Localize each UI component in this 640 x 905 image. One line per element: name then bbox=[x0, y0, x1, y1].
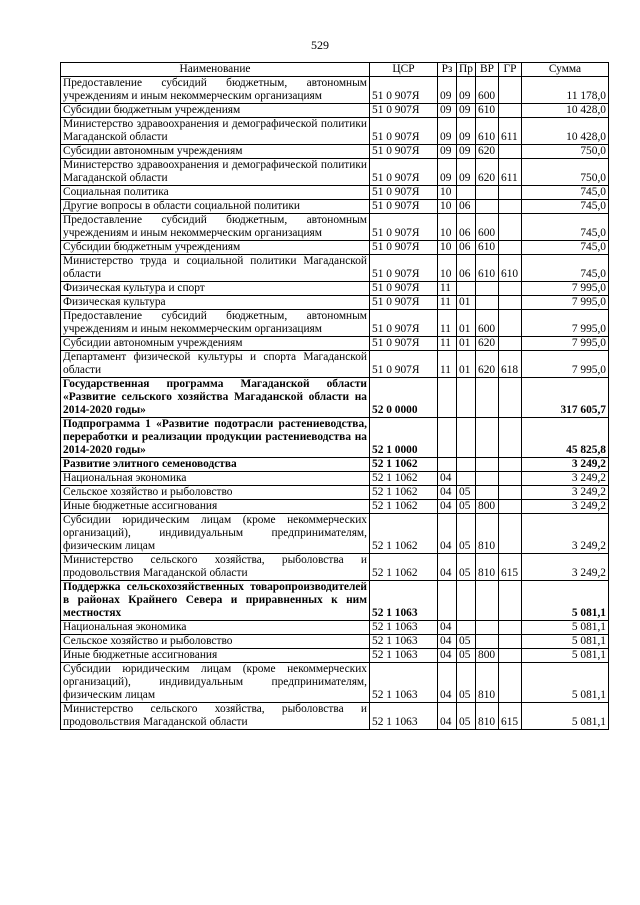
cell-gr bbox=[499, 418, 522, 458]
cell-gr bbox=[499, 486, 522, 500]
cell-sum: 7 995,0 bbox=[522, 282, 609, 296]
cell-pr bbox=[457, 581, 476, 621]
cell-name: Субсидии бюджетным учреждениям bbox=[61, 241, 370, 255]
cell-csr: 51 0 907Я bbox=[370, 145, 438, 159]
cell-gr: 610 bbox=[499, 255, 522, 282]
cell-rz: 04 bbox=[438, 486, 457, 500]
cell-sum: 5 081,1 bbox=[522, 621, 609, 635]
cell-gr bbox=[499, 649, 522, 663]
cell-vr: 810 bbox=[476, 663, 499, 703]
page-number: 529 bbox=[311, 38, 329, 52]
cell-gr bbox=[499, 378, 522, 418]
cell-gr: 615 bbox=[499, 703, 522, 730]
cell-gr: 618 bbox=[499, 351, 522, 378]
cell-sum: 7 995,0 bbox=[522, 296, 609, 310]
cell-csr: 52 1 1063 bbox=[370, 663, 438, 703]
cell-csr: 52 1 0000 bbox=[370, 418, 438, 458]
cell-sum: 5 081,1 bbox=[522, 649, 609, 663]
cell-vr bbox=[476, 186, 499, 200]
cell-rz: 11 bbox=[438, 337, 457, 351]
cell-name: Развитие элитного семеноводства bbox=[61, 458, 370, 472]
cell-csr: 52 1 1062 bbox=[370, 486, 438, 500]
cell-sum: 745,0 bbox=[522, 255, 609, 282]
cell-name: Физическая культура bbox=[61, 296, 370, 310]
cell-rz: 11 bbox=[438, 282, 457, 296]
cell-sum: 745,0 bbox=[522, 186, 609, 200]
cell-csr: 52 1 1063 bbox=[370, 649, 438, 663]
cell-vr: 800 bbox=[476, 500, 499, 514]
cell-rz: 10 bbox=[438, 241, 457, 255]
cell-vr bbox=[476, 486, 499, 500]
cell-rz: 11 bbox=[438, 351, 457, 378]
cell-csr: 51 0 907Я bbox=[370, 186, 438, 200]
cell-rz: 04 bbox=[438, 635, 457, 649]
cell-vr: 620 bbox=[476, 351, 499, 378]
cell-rz bbox=[438, 458, 457, 472]
cell-pr: 05 bbox=[457, 663, 476, 703]
cell-name: Субсидии юридическим лицам (кроме некоммерческих организаций), индивидуальным предпринимателям, физическим лицам bbox=[61, 663, 370, 703]
cell-sum: 745,0 bbox=[522, 241, 609, 255]
cell-pr: 09 bbox=[457, 145, 476, 159]
cell-gr bbox=[499, 145, 522, 159]
cell-gr bbox=[499, 581, 522, 621]
cell-pr: 09 bbox=[457, 118, 476, 145]
cell-vr: 810 bbox=[476, 554, 499, 581]
cell-vr: 610 bbox=[476, 118, 499, 145]
table-row bbox=[61, 255, 609, 282]
table-row bbox=[61, 118, 609, 145]
cell-pr: 09 bbox=[457, 77, 476, 104]
cell-sum: 3 249,2 bbox=[522, 500, 609, 514]
cell-pr: 05 bbox=[457, 500, 476, 514]
cell-csr: 51 0 907Я bbox=[370, 104, 438, 118]
table-row bbox=[61, 378, 609, 418]
cell-rz: 04 bbox=[438, 472, 457, 486]
cell-csr: 51 0 907Я bbox=[370, 296, 438, 310]
cell-rz: 04 bbox=[438, 703, 457, 730]
cell-pr bbox=[457, 378, 476, 418]
cell-csr: 51 0 907Я bbox=[370, 282, 438, 296]
cell-name: Субсидии автономным учреждениям bbox=[61, 145, 370, 159]
cell-vr bbox=[476, 621, 499, 635]
cell-pr bbox=[457, 418, 476, 458]
cell-vr bbox=[476, 458, 499, 472]
cell-gr bbox=[499, 635, 522, 649]
cell-pr bbox=[457, 621, 476, 635]
table-row bbox=[61, 159, 609, 186]
table-row bbox=[61, 458, 609, 472]
cell-gr bbox=[499, 500, 522, 514]
cell-gr bbox=[499, 214, 522, 241]
cell-rz: 10 bbox=[438, 200, 457, 214]
cell-name: Предоставление субсидий бюджетным, автономным учреждениям и иным некоммерческим организациям bbox=[61, 214, 370, 241]
cell-name: Министерство сельского хозяйства, рыболовства и продовольствия Магаданской области bbox=[61, 554, 370, 581]
cell-pr: 09 bbox=[457, 159, 476, 186]
cell-gr bbox=[499, 310, 522, 337]
cell-name: Субсидии автономным учреждениям bbox=[61, 337, 370, 351]
cell-vr: 600 bbox=[476, 214, 499, 241]
cell-rz: 10 bbox=[438, 214, 457, 241]
cell-pr: 01 bbox=[457, 351, 476, 378]
cell-csr: 52 1 1063 bbox=[370, 621, 438, 635]
cell-sum: 5 081,1 bbox=[522, 663, 609, 703]
table-row bbox=[61, 581, 609, 621]
table-row bbox=[61, 486, 609, 500]
cell-sum: 750,0 bbox=[522, 145, 609, 159]
table-row bbox=[61, 663, 609, 703]
budget-table bbox=[60, 62, 609, 730]
cell-rz: 04 bbox=[438, 500, 457, 514]
header-sum: Сумма bbox=[522, 63, 609, 77]
cell-sum: 10 428,0 bbox=[522, 104, 609, 118]
cell-csr: 52 1 1063 bbox=[370, 703, 438, 730]
cell-sum: 3 249,2 bbox=[522, 458, 609, 472]
table-row bbox=[61, 337, 609, 351]
cell-gr bbox=[499, 663, 522, 703]
cell-vr bbox=[476, 296, 499, 310]
cell-gr: 611 bbox=[499, 118, 522, 145]
cell-gr bbox=[499, 104, 522, 118]
cell-csr: 51 0 907Я bbox=[370, 159, 438, 186]
cell-pr: 09 bbox=[457, 104, 476, 118]
cell-pr: 01 bbox=[457, 296, 476, 310]
cell-sum: 745,0 bbox=[522, 200, 609, 214]
cell-name: Сельское хозяйство и рыболовство bbox=[61, 486, 370, 500]
cell-rz: 04 bbox=[438, 514, 457, 554]
header-rz: Рз bbox=[438, 63, 457, 77]
cell-name: Иные бюджетные ассигнования bbox=[61, 500, 370, 514]
cell-pr: 05 bbox=[457, 514, 476, 554]
cell-name: Социальная политика bbox=[61, 186, 370, 200]
cell-pr bbox=[457, 472, 476, 486]
cell-name: Поддержка сельскохозяйственных товаропроизводителей в районах Крайнего Севера и приравненных к ним местностях bbox=[61, 581, 370, 621]
cell-pr bbox=[457, 458, 476, 472]
cell-csr: 51 0 907Я bbox=[370, 255, 438, 282]
table-row bbox=[61, 514, 609, 554]
table-row bbox=[61, 145, 609, 159]
cell-pr: 06 bbox=[457, 200, 476, 214]
table-header bbox=[61, 63, 609, 77]
cell-gr bbox=[499, 282, 522, 296]
cell-gr bbox=[499, 186, 522, 200]
cell-pr bbox=[457, 282, 476, 296]
cell-rz: 04 bbox=[438, 621, 457, 635]
cell-csr: 52 1 1062 bbox=[370, 458, 438, 472]
cell-gr bbox=[499, 472, 522, 486]
table-row bbox=[61, 649, 609, 663]
cell-vr: 600 bbox=[476, 77, 499, 104]
cell-rz: 09 bbox=[438, 145, 457, 159]
cell-pr: 05 bbox=[457, 649, 476, 663]
cell-rz bbox=[438, 581, 457, 621]
table-row bbox=[61, 282, 609, 296]
cell-pr: 05 bbox=[457, 703, 476, 730]
cell-sum: 5 081,1 bbox=[522, 581, 609, 621]
cell-gr bbox=[499, 337, 522, 351]
cell-sum: 3 249,2 bbox=[522, 514, 609, 554]
cell-vr: 610 bbox=[476, 241, 499, 255]
cell-sum: 5 081,1 bbox=[522, 703, 609, 730]
cell-sum: 11 178,0 bbox=[522, 77, 609, 104]
table-row bbox=[61, 351, 609, 378]
cell-vr bbox=[476, 378, 499, 418]
cell-name: Предоставление субсидий бюджетным, автономным учреждениям и иным некоммерческим организациям bbox=[61, 310, 370, 337]
cell-vr: 610 bbox=[476, 104, 499, 118]
cell-rz: 09 bbox=[438, 159, 457, 186]
cell-gr: 615 bbox=[499, 554, 522, 581]
cell-name: Подпрограмма 1 «Развитие подотрасли растениеводства, переработки и реализации продукции растениеводства на 2014-2020 годы» bbox=[61, 418, 370, 458]
cell-pr: 01 bbox=[457, 310, 476, 337]
table-row bbox=[61, 500, 609, 514]
cell-sum: 745,0 bbox=[522, 214, 609, 241]
cell-name: Министерство здравоохранения и демографической политики Магаданской области bbox=[61, 118, 370, 145]
cell-sum: 45 825,8 bbox=[522, 418, 609, 458]
cell-csr: 52 1 1063 bbox=[370, 581, 438, 621]
cell-csr: 51 0 907Я bbox=[370, 118, 438, 145]
cell-vr bbox=[476, 472, 499, 486]
cell-name: Предоставление субсидий бюджетным, автономным учреждениям и иным некоммерческим организациям bbox=[61, 77, 370, 104]
cell-rz: 04 bbox=[438, 554, 457, 581]
cell-vr: 600 bbox=[476, 310, 499, 337]
table-row bbox=[61, 104, 609, 118]
cell-vr bbox=[476, 581, 499, 621]
table-row bbox=[61, 296, 609, 310]
cell-csr: 51 0 907Я bbox=[370, 77, 438, 104]
table-row bbox=[61, 703, 609, 730]
cell-rz: 10 bbox=[438, 186, 457, 200]
cell-vr: 610 bbox=[476, 255, 499, 282]
cell-rz: 04 bbox=[438, 663, 457, 703]
cell-sum: 3 249,2 bbox=[522, 486, 609, 500]
cell-csr: 52 1 1062 bbox=[370, 514, 438, 554]
cell-csr: 51 0 907Я bbox=[370, 214, 438, 241]
header-vr: ВР bbox=[476, 63, 499, 77]
table-row bbox=[61, 214, 609, 241]
header-name: Наименование bbox=[61, 63, 370, 77]
cell-rz: 10 bbox=[438, 255, 457, 282]
cell-csr: 52 0 0000 bbox=[370, 378, 438, 418]
cell-pr: 06 bbox=[457, 214, 476, 241]
cell-pr: 01 bbox=[457, 337, 476, 351]
cell-sum: 7 995,0 bbox=[522, 310, 609, 337]
cell-name: Субсидии юридическим лицам (кроме некоммерческих организаций), индивидуальным предпринимателям, физическим лицам bbox=[61, 514, 370, 554]
cell-rz: 09 bbox=[438, 77, 457, 104]
cell-pr bbox=[457, 186, 476, 200]
table-row bbox=[61, 241, 609, 255]
cell-vr: 620 bbox=[476, 145, 499, 159]
cell-csr: 52 1 1062 bbox=[370, 554, 438, 581]
cell-name: Государственная программа Магаданской области «Развитие сельского хозяйства Магаданской области на 2014-2020 годы» bbox=[61, 378, 370, 418]
cell-name: Иные бюджетные ассигнования bbox=[61, 649, 370, 663]
cell-name: Национальная экономика bbox=[61, 472, 370, 486]
cell-rz bbox=[438, 378, 457, 418]
cell-pr: 05 bbox=[457, 486, 476, 500]
cell-gr bbox=[499, 77, 522, 104]
cell-vr: 810 bbox=[476, 703, 499, 730]
cell-vr bbox=[476, 418, 499, 458]
cell-vr bbox=[476, 200, 499, 214]
table-row bbox=[61, 418, 609, 458]
cell-rz: 09 bbox=[438, 104, 457, 118]
cell-pr: 06 bbox=[457, 241, 476, 255]
cell-name: Субсидии бюджетным учреждениям bbox=[61, 104, 370, 118]
table-row bbox=[61, 554, 609, 581]
table-row bbox=[61, 200, 609, 214]
cell-name: Министерство здравоохранения и демографической политики Магаданской области bbox=[61, 159, 370, 186]
cell-csr: 51 0 907Я bbox=[370, 337, 438, 351]
table-row bbox=[61, 77, 609, 104]
cell-sum: 5 081,1 bbox=[522, 635, 609, 649]
table-body bbox=[61, 77, 609, 730]
cell-pr: 05 bbox=[457, 635, 476, 649]
cell-csr: 52 1 1062 bbox=[370, 500, 438, 514]
cell-vr: 810 bbox=[476, 514, 499, 554]
cell-csr: 51 0 907Я bbox=[370, 310, 438, 337]
cell-name: Министерство труда и социальной политики Магаданской области bbox=[61, 255, 370, 282]
cell-gr: 611 bbox=[499, 159, 522, 186]
cell-gr bbox=[499, 458, 522, 472]
cell-rz: 11 bbox=[438, 296, 457, 310]
table-row bbox=[61, 621, 609, 635]
cell-vr: 620 bbox=[476, 159, 499, 186]
cell-name: Другие вопросы в области социальной политики bbox=[61, 200, 370, 214]
table-row bbox=[61, 472, 609, 486]
cell-rz bbox=[438, 418, 457, 458]
cell-rz: 09 bbox=[438, 118, 457, 145]
header-csr: ЦСР bbox=[370, 63, 438, 77]
cell-gr bbox=[499, 514, 522, 554]
cell-name: Сельское хозяйство и рыболовство bbox=[61, 635, 370, 649]
cell-pr: 05 bbox=[457, 554, 476, 581]
cell-vr: 800 bbox=[476, 649, 499, 663]
table-row bbox=[61, 310, 609, 337]
table-row bbox=[61, 635, 609, 649]
header-pr: Пр bbox=[457, 63, 476, 77]
cell-gr bbox=[499, 241, 522, 255]
cell-name: Физическая культура и спорт bbox=[61, 282, 370, 296]
cell-vr bbox=[476, 282, 499, 296]
cell-csr: 51 0 907Я bbox=[370, 351, 438, 378]
cell-sum: 750,0 bbox=[522, 159, 609, 186]
cell-vr bbox=[476, 635, 499, 649]
cell-sum: 7 995,0 bbox=[522, 337, 609, 351]
cell-csr: 51 0 907Я bbox=[370, 200, 438, 214]
cell-rz: 11 bbox=[438, 310, 457, 337]
cell-sum: 7 995,0 bbox=[522, 351, 609, 378]
cell-name: Министерство сельского хозяйства, рыболовства и продовольствия Магаданской области bbox=[61, 703, 370, 730]
cell-name: Департамент физической культуры и спорта Магаданской области bbox=[61, 351, 370, 378]
header-gr: ГР bbox=[499, 63, 522, 77]
cell-csr: 51 0 907Я bbox=[370, 241, 438, 255]
cell-gr bbox=[499, 621, 522, 635]
cell-sum: 10 428,0 bbox=[522, 118, 609, 145]
cell-pr: 06 bbox=[457, 255, 476, 282]
cell-sum: 3 249,2 bbox=[522, 472, 609, 486]
cell-gr bbox=[499, 200, 522, 214]
cell-rz: 04 bbox=[438, 649, 457, 663]
cell-gr bbox=[499, 296, 522, 310]
cell-csr: 52 1 1063 bbox=[370, 635, 438, 649]
table-row bbox=[61, 186, 609, 200]
cell-sum: 3 249,2 bbox=[522, 554, 609, 581]
cell-sum: 317 605,7 bbox=[522, 378, 609, 418]
cell-csr: 52 1 1062 bbox=[370, 472, 438, 486]
cell-vr: 620 bbox=[476, 337, 499, 351]
cell-name: Национальная экономика bbox=[61, 621, 370, 635]
